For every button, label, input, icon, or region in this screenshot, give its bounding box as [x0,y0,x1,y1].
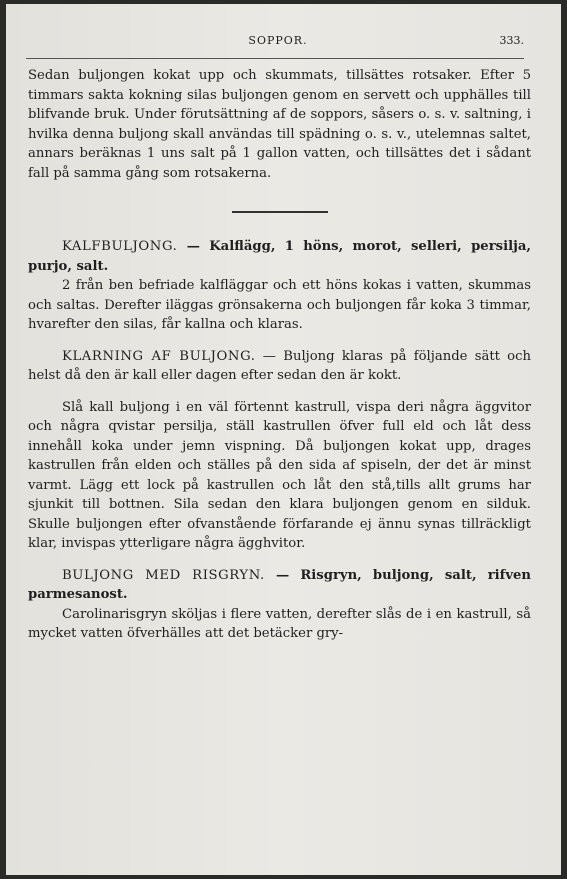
recipe-klarning-intro [28,347,531,386]
recipe-heading-klarning: KLARNING AF BULJONG. [62,348,256,364]
page-number: 333. [499,34,524,47]
recipe-kalfbuljong-body: 2 från ben befriade kalfläggar och ett höns kokas i vatten, skummas och saltas. Derefter iläggas grönsakerna och buljongen får koka 3 timmar, hvarefter den silas, får kallna och klaras. [28,278,531,332]
running-header [32,34,524,54]
recipe-kalfbuljong-ingredients [28,237,531,276]
recipe-heading-kalfbuljong: KALFBULJONG. [62,239,178,254]
recipe-risgryn-ingredients [28,566,531,605]
header-rule [26,58,524,59]
klarning-intro-text: — Buljong klaras på följande sätt och helst då den är kall eller dagen efter sedan den är kokt. [28,348,532,383]
page-body [28,66,531,644]
ingredients-kalfbuljong: — Kalflägg, 1 höns, morot, selleri, persilja, purjo, salt. [28,239,531,274]
recipe-heading-risgryn: BULJONG MED RISGRYN. [62,567,265,583]
paragraph-buljong-continued: Sedan buljongen kokat upp och skummats, tillsättes rotsaker. Efter 5 timmars sakta kokning silas buljongen genom en servett och upphälles till blifvande bruk. Under förutsättning af de soppors, såsers o. s. v. saltning, i hvilka denna buljong skall användas till spädning o. s. v., utelemnas saltet, annars beräknas 1 uns salt på 1 gallon vatten, och tillsättes det i sådant fall på samma gång som rotsakerna. [28,68,531,181]
book-page [6,4,561,875]
running-title: SOPPOR. [248,34,308,47]
ingredients-risgryn: — Risgryn, buljong, salt, rifven parmesanost. [28,567,531,602]
section-divider [232,211,328,213]
recipe-klarning-body: Slå kall buljong i en väl förtennt kastrull, vispa deri några äggvitor och några qvistar persilja, ställ kastrullen öfver full eld och låt dess innehåll koka under jemn vispning. Då buljongen kokat upp, drages kastrullen från elden och ställes på den sida af spiseln, der det är minst varmt. Lägg ett lock på kastrullen och låt den stå,tills allt grums har sjunkit till bottnen. Sila sedan den klara buljongen genom en silduk. Skulle buljongen efter ofvanstående förfarande ej ännu synas tillräckligt klar, invispas ytterligare några ägghvitor. [28,399,531,551]
recipe-risgryn-body: Carolinarisgryn sköljas i flere vatten, derefter slås de i en kastrull, så mycket vatten öfverhälles att det betäcker gry- [28,606,531,641]
